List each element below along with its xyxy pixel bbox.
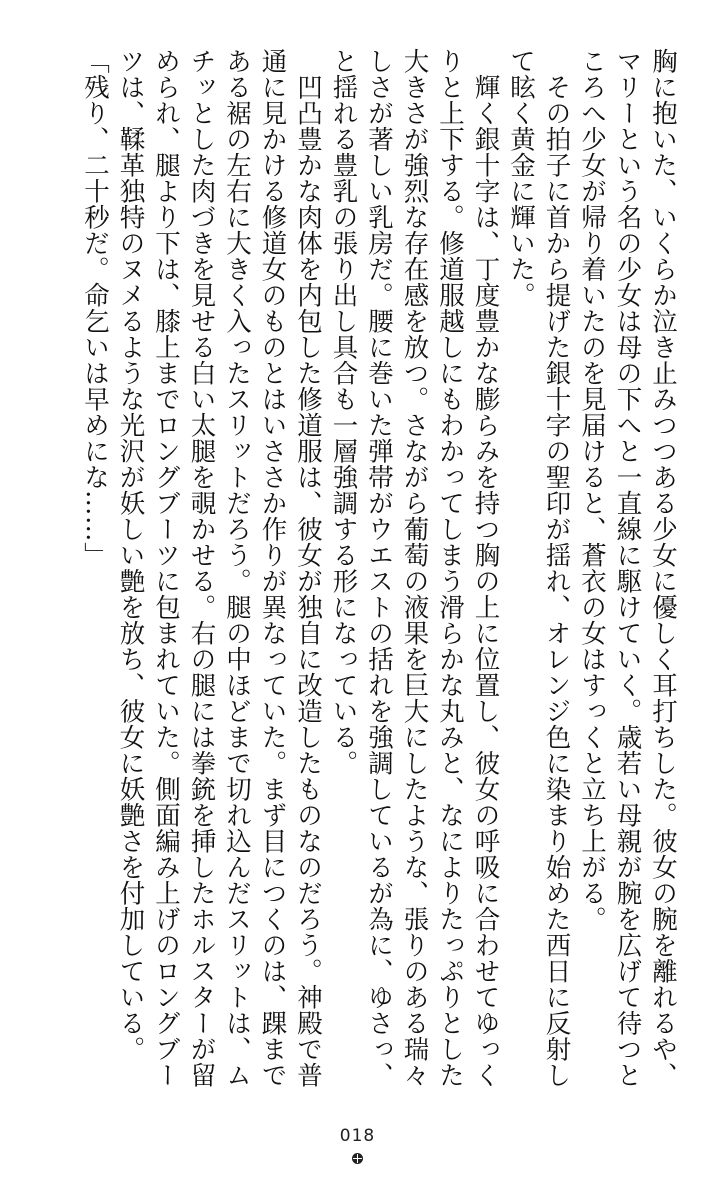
- text-line: められ、腿より下は、膝上までロングブーツに包まれていた。側面編み上げのロングブー: [151, 48, 181, 1088]
- text-line: て眩く黄金に輝いた。: [506, 48, 536, 308]
- text-line: ころへ少女が帰り着いたのを見届けると、蒼衣の女はすっくと立ち上がる。: [577, 48, 607, 932]
- text-line: 輝く銀十字は、丁度豊かな膨らみを持つ胸の上に位置し、彼女の呼吸に合わせてゆっく: [470, 73, 501, 1088]
- cross-ornament-icon: [351, 1152, 364, 1165]
- text-line: チッとした肉づきを見せる白い太腿を覗かせる。右の腿には拳銃を挿したホルスターが留: [186, 48, 217, 1088]
- text-line: 胸に抱いた、いくらか泣き止みつつある少女に優しく耳打ちした。彼女の腕を離れるや、: [648, 48, 678, 1088]
- body-text: [40, 48, 680, 1088]
- text-line: ある裾の左右に大きく入ったスリットだろう。腿の中ほどまで切れ込んだスリットは、ム: [222, 48, 252, 1088]
- text-line: 「残り、二十秒だ。命乞いは早めにな……」: [80, 48, 110, 568]
- text-line: しさが著しい乳房だ。腰に巻いた弾帯がウエストの括れを強調しているが為に、ゆさっ、: [364, 48, 394, 1088]
- text-line: その拍子に首から提げた銀十字の聖印が揺れ、オレンジ色に染まり始めた西日に反射し: [541, 73, 572, 1088]
- text-line: と揺れる豊乳の張り出し具合も一層強調する形になっている。: [328, 48, 359, 776]
- text-line: 凹凸豊かな肉体を内包した修道服は、彼女が独自に改造したものなのだろう。神殿で普: [293, 73, 323, 1088]
- text-line: 大きさが強烈な存在感を放つ。さながら葡萄の液果を巨大にしたような、張りのある瑞々: [399, 48, 430, 1088]
- text-line: マリーという名の少女は母の下へと一直線に駆けていく。歳若い母親が腕を広げて待つと: [612, 48, 643, 1088]
- text-line: 通に見かける修道女のものとはいささか作りが異なっていた。まず目につくのは、踝まで: [257, 48, 288, 1088]
- page-number: 018: [339, 1126, 376, 1146]
- text-line: ツは、鞣革独特のヌメるような光沢が妖しい艶を放ち、彼女に妖艶さを付加している。: [115, 48, 146, 1062]
- text-line: りと上下する。修道服越しにもわかってしまう滑らかな丸みと、なによりたっぷりとした: [435, 48, 465, 1088]
